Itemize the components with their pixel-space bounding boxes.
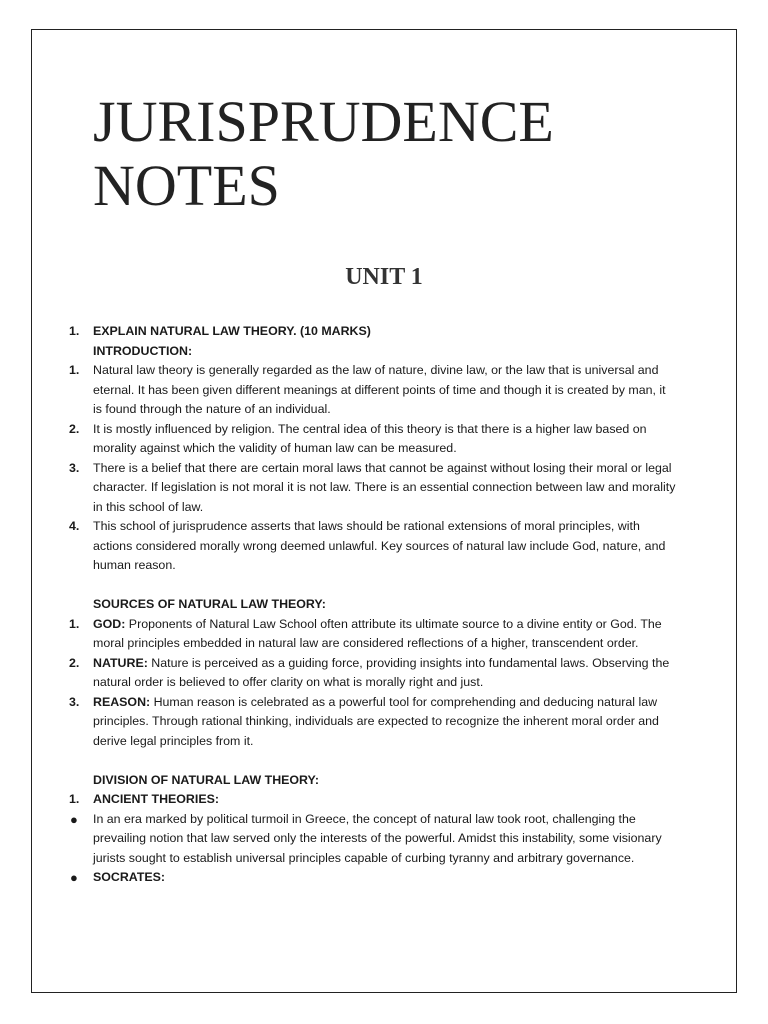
source-label: GOD:	[93, 616, 126, 631]
list-item-text: It is mostly influenced by religion. The central idea of this theory is that there is a higher law based on morality against which the validity of human law can be measured.	[93, 421, 647, 455]
list-number: 1.	[69, 363, 80, 377]
unit-heading: UNIT 1	[345, 264, 423, 290]
source-text: Proponents of Natural Law School often attribute its ultimate source to a divine entity or God. The moral principles embedded in natural law are considered reflections of a higher, transcendent order.	[93, 616, 662, 650]
intro-heading: INTRODUCTION:	[93, 343, 193, 358]
title-line-2: NOTES	[93, 153, 280, 218]
list-item	[65, 693, 677, 752]
list-item-text: This school of jurisprudence asserts that laws should be rational extensions of moral principles, with actions considered morally wrong deemed unlawful. Key sources of natural law include God, nature, and human reason.	[93, 519, 666, 572]
document-body	[65, 322, 677, 888]
source-label: REASON:	[93, 694, 151, 709]
list-item-text: There is a belief that there are certain moral laws that cannot be against without losing their moral or legal character. If legislation is not moral it is not law. There is an essential connection between law and morality in this school of law.	[93, 460, 676, 514]
intro-heading-row	[65, 342, 677, 362]
division-heading: DIVISION OF NATURAL LAW THEORY:	[93, 772, 320, 787]
list-item-text	[93, 654, 677, 693]
list-number: 1.	[69, 792, 80, 806]
list-item	[65, 459, 677, 518]
sources-heading-row	[65, 595, 677, 615]
list-number: 4.	[69, 519, 80, 533]
bullet-item	[65, 810, 677, 869]
bullet-icon: ●	[70, 870, 78, 885]
list-item-label: ANCIENT THEORIES:	[93, 792, 219, 806]
document-title	[93, 90, 554, 218]
list-number: 2.	[69, 421, 80, 436]
question-title: EXPLAIN NATURAL LAW THEORY. (10 MARKS)	[93, 324, 371, 338]
question-heading	[65, 322, 677, 342]
bullet-icon: ●	[70, 811, 78, 827]
list-item	[65, 615, 677, 654]
list-number: 2.	[69, 655, 80, 670]
sources-heading: SOURCES OF NATURAL LAW THEORY:	[93, 597, 326, 611]
list-item	[65, 420, 677, 459]
list-item	[65, 790, 677, 810]
list-item-text	[93, 693, 677, 752]
source-text: Nature is perceived as a guiding force, providing insights into fundamental laws. Observing the natural order is believed to offer clarity on what is morally right and just.	[93, 655, 670, 689]
division-heading-row	[65, 771, 677, 791]
bullet-text: In an era marked by political turmoil in Greece, the concept of natural law took root, challenging the prevailing notion that law served only the interests of the powerful. Amidst this instability, some visionary jurists sought to establish universal principles capable of curbing tyranny and arbitrary governance.	[93, 811, 662, 865]
list-item	[65, 517, 677, 576]
spacer	[65, 751, 677, 771]
list-number: 3.	[69, 694, 80, 709]
list-item-text: Natural law theory is generally regarded as the law of nature, divine law, or the law that is universal and eternal. It has been given different meanings at different points of time and though it is created by man, it is found through the nature of an individual.	[93, 363, 666, 416]
spacer	[65, 576, 677, 596]
bullet-label: SOCRATES:	[93, 870, 166, 884]
question-number: 1.	[69, 324, 80, 338]
list-number: 1.	[69, 616, 80, 631]
list-item-text	[93, 615, 677, 654]
source-label: NATURE:	[93, 655, 148, 670]
list-number: 3.	[69, 460, 80, 475]
source-text: Human reason is celebrated as a powerful tool for comprehending and deducing natural law principles. Through rational thinking, individuals are expected to recognize the inherent moral order and derive legal principles from it.	[93, 694, 659, 748]
title-line-1: JURISPRUDENCE	[93, 89, 554, 154]
list-item	[65, 361, 677, 420]
bullet-item	[65, 868, 677, 888]
list-item	[65, 654, 677, 693]
